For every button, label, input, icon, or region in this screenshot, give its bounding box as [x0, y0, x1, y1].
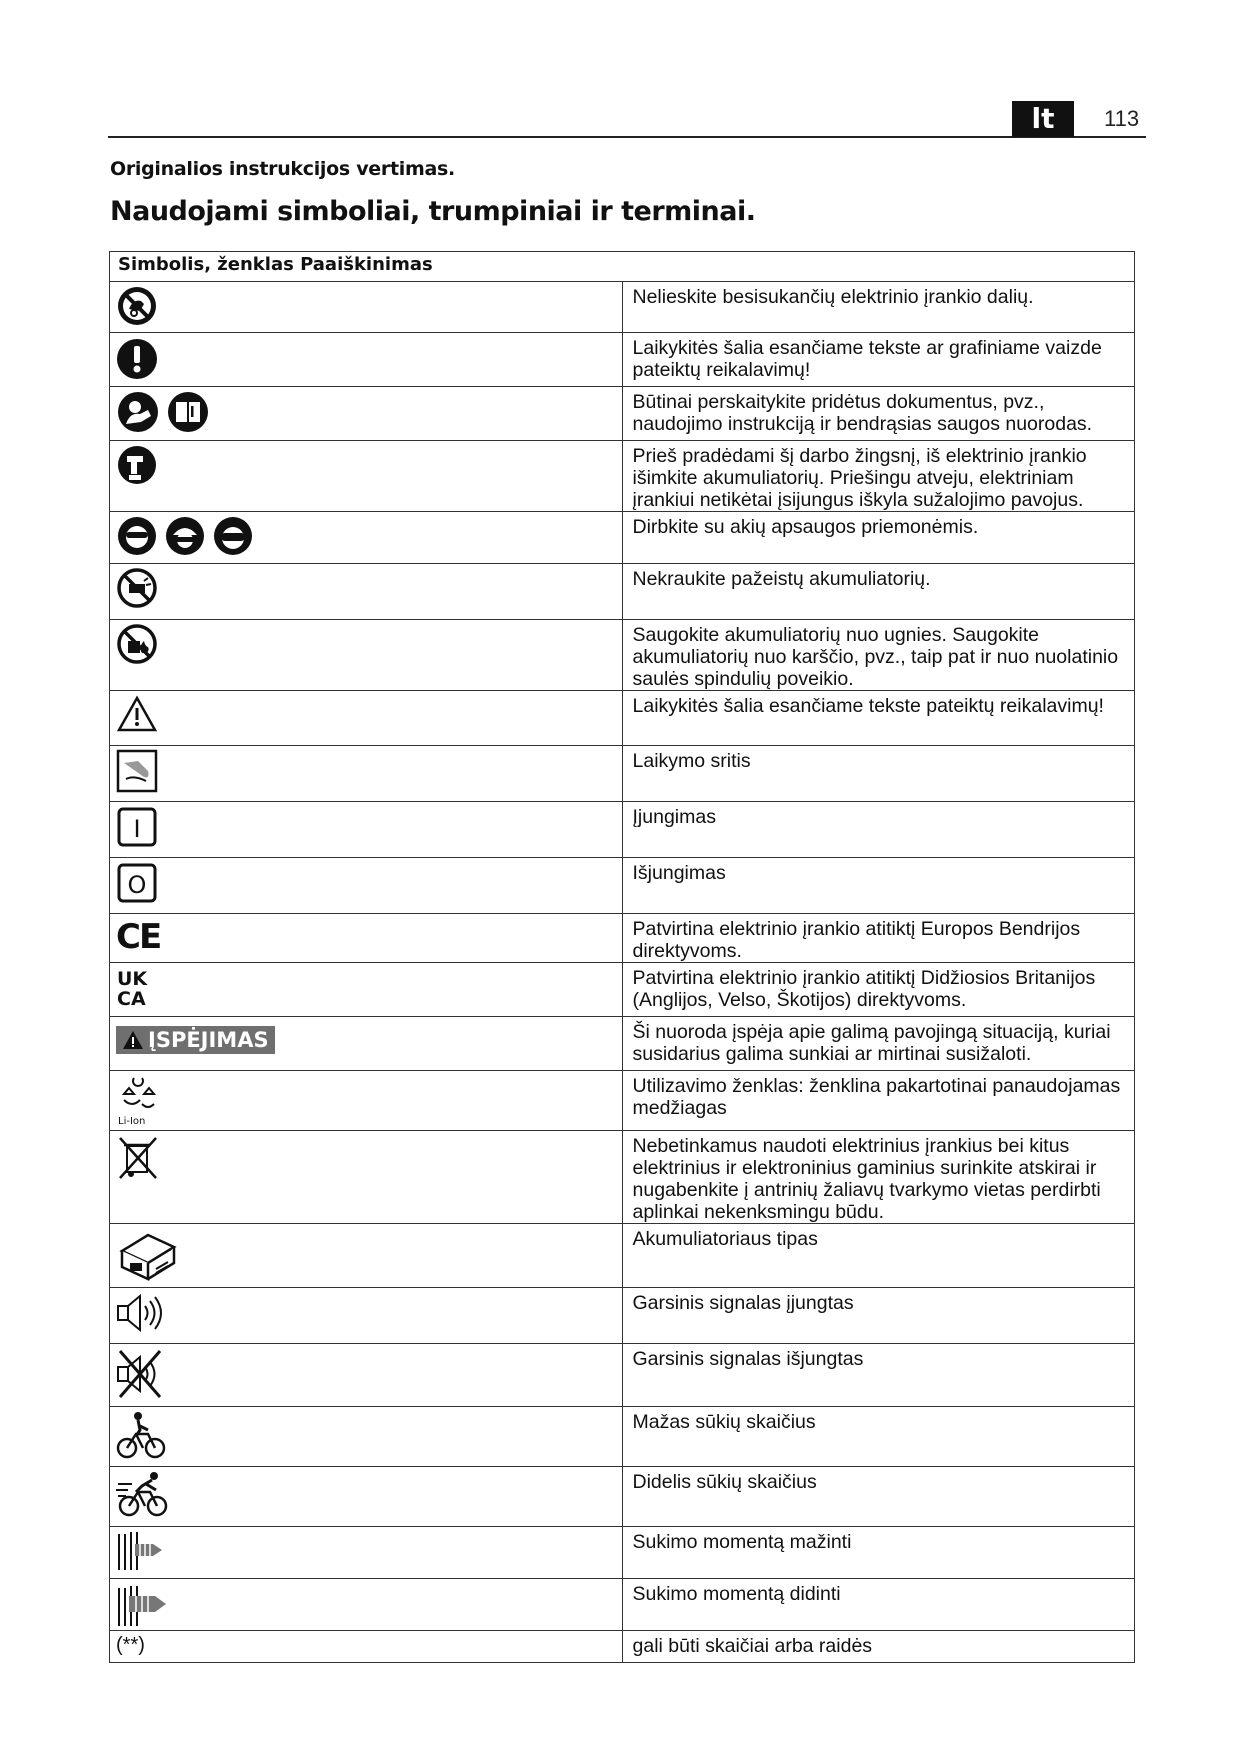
table-row [110, 1344, 1135, 1407]
table-row [110, 512, 1135, 564]
eye-protection-icon [116, 515, 158, 557]
svg-text:O: O [127, 871, 147, 899]
mandatory-exclamation-icon [116, 336, 158, 380]
row-description: Prieš pradėdami šį darbo žingsnį, iš elektrinio įrankio išimkite akumuliatorių. Priešingu atveju, elektriniam įrankiui netikėtai įsijungus iškyla sužalojimo pavojus. [622, 441, 1135, 512]
power-on-icon [116, 805, 158, 849]
warning-triangle-small-icon [122, 1030, 144, 1050]
document-subtitle: Originalios instrukcijos vertimas. [110, 158, 455, 180]
ce-mark-icon [116, 917, 164, 953]
row-description: Dirbkite su akių apsaugos priemonėmis. [622, 512, 1135, 564]
read-manual-icon [116, 390, 160, 434]
table-row [110, 1527, 1135, 1579]
row-description: gali būti skaičiai arba raidės [622, 1631, 1135, 1663]
row-description: Saugokite akumuliatorių nuo ugnies. Saugokite akumuliatorių nuo karščio, pvz., taip pat ir nuo nuolatinio saulės spindulių poveikio. [622, 620, 1135, 691]
weee-bin-icon [116, 1134, 160, 1182]
footnote-marker: (**) [110, 1631, 623, 1663]
table-row [110, 1071, 1135, 1131]
row-description: Laikymo sritis [622, 746, 1135, 802]
warning-badge-icon [116, 1026, 275, 1054]
low-speed-icon [116, 1410, 166, 1460]
battery-type-icon [116, 1227, 178, 1281]
table-row [110, 1017, 1135, 1071]
table-row [110, 858, 1135, 914]
table-row [110, 1131, 1135, 1224]
symbols-table [109, 251, 1135, 1663]
no-fire-icon [116, 623, 158, 665]
sound-on-icon [116, 1291, 166, 1335]
table-row [110, 914, 1135, 963]
row-description: Didelis sūkių skaičius [622, 1467, 1135, 1527]
row-description: Nebetinkamus naudoti elektrinius įrankius bei kitus elektrinius ir elektroninius gaminius surinkite atskirai ir nugabenkite į antrinių žaliavų tvarkymo vietas perdirbti aplinkai nekenksmingu būdu. [622, 1131, 1135, 1224]
table-row [110, 333, 1135, 387]
warning-badge-label: ĮSPĖJIMAS [148, 1028, 269, 1052]
table-row [110, 620, 1135, 691]
row-description: Laikykitės šalia esančiame tekste pateiktų reikalavimų! [622, 691, 1135, 746]
row-description: Patvirtina elektrinio įrankio atitiktį Europos Bendrijos direktyvoms. [622, 914, 1135, 963]
svg-text:CA: CA [117, 988, 146, 1008]
row-description: Patvirtina elektrinio įrankio atitiktį Didžiosios Britanijos (Anglijos, Velso, Škotijos) direktyvoms. [622, 963, 1135, 1017]
svg-text:UK: UK [117, 968, 148, 990]
svg-text:I: I [133, 815, 141, 843]
row-description: Nekraukite pažeistų akumuliatorių. [622, 564, 1135, 620]
page-title: Naudojami simboliai, trumpiniai ir terminai. [110, 196, 756, 227]
table-row [110, 564, 1135, 620]
li-ion-recycle-icon [116, 1074, 160, 1126]
manual-book-icon [166, 390, 210, 434]
row-description: Ši nuoroda įspėja apie galimą pavojingą situaciją, kuriai susidarius galima sunkiai ar mirtinai susižaloti. [622, 1017, 1135, 1071]
goggles-icon [212, 515, 254, 557]
row-description: Garsinis signalas įjungtas [622, 1288, 1135, 1344]
language-badge: lt [1012, 101, 1074, 137]
remove-battery-icon [116, 444, 158, 486]
helmet-protection-icon [164, 515, 206, 557]
row-description: Išjungimas [622, 858, 1135, 914]
row-description: Sukimo momentą mažinti [622, 1527, 1135, 1579]
row-description: Sukimo momentą didinti [622, 1579, 1135, 1631]
table-row [110, 441, 1135, 512]
header-rule [108, 136, 1146, 138]
table-row [110, 282, 1135, 333]
row-description: Garsinis signalas išjungtas [622, 1344, 1135, 1407]
row-description: Laikykitės šalia esančiame tekste ar grafiniame vaizde pateiktų reikalavimų! [622, 333, 1135, 387]
torque-decrease-icon [116, 1530, 166, 1572]
row-description: Mažas sūkių skaičius [622, 1407, 1135, 1467]
table-row [110, 802, 1135, 858]
table-row [110, 1288, 1135, 1344]
high-speed-icon [116, 1470, 170, 1520]
table-header-row [110, 252, 1135, 282]
torque-increase-icon [116, 1582, 170, 1628]
table-row [110, 963, 1135, 1017]
power-off-icon [116, 861, 158, 905]
row-description: Utilizavimo ženklas: ženklina pakartotinai panaudojamas medžiagas [622, 1071, 1135, 1131]
row-description: Būtinai perskaitykite pridėtus dokumentus, pvz., naudojimo instrukciją ir bendrąsias saugos nuorodas. [622, 387, 1135, 441]
table-row [110, 746, 1135, 802]
table-row [110, 1579, 1135, 1631]
no-charge-damaged-battery-icon [116, 567, 158, 609]
row-description: Nelieskite besisukančių elektrinio įrankio dalių. [622, 282, 1135, 333]
table-row [110, 387, 1135, 441]
row-description: Akumuliatoriaus tipas [622, 1224, 1135, 1288]
svg-text:CE: CE [116, 917, 161, 953]
svg-text:Li-Ion: Li-Ion [118, 1116, 146, 1126]
table-header: Simbolis, ženklas Paaiškinimas [110, 252, 1135, 282]
grip-area-icon [116, 749, 158, 793]
table-row [110, 1407, 1135, 1467]
table-row [110, 1224, 1135, 1288]
sound-off-icon [116, 1347, 166, 1401]
ukca-mark-icon [116, 966, 156, 1008]
page-number: 113 [1104, 106, 1140, 131]
table-row [110, 1467, 1135, 1527]
warning-triangle-icon [116, 694, 158, 734]
row-description: Įjungimas [622, 802, 1135, 858]
no-touch-rotating-icon [116, 285, 158, 327]
table-row [110, 1631, 1135, 1663]
table-row [110, 691, 1135, 746]
